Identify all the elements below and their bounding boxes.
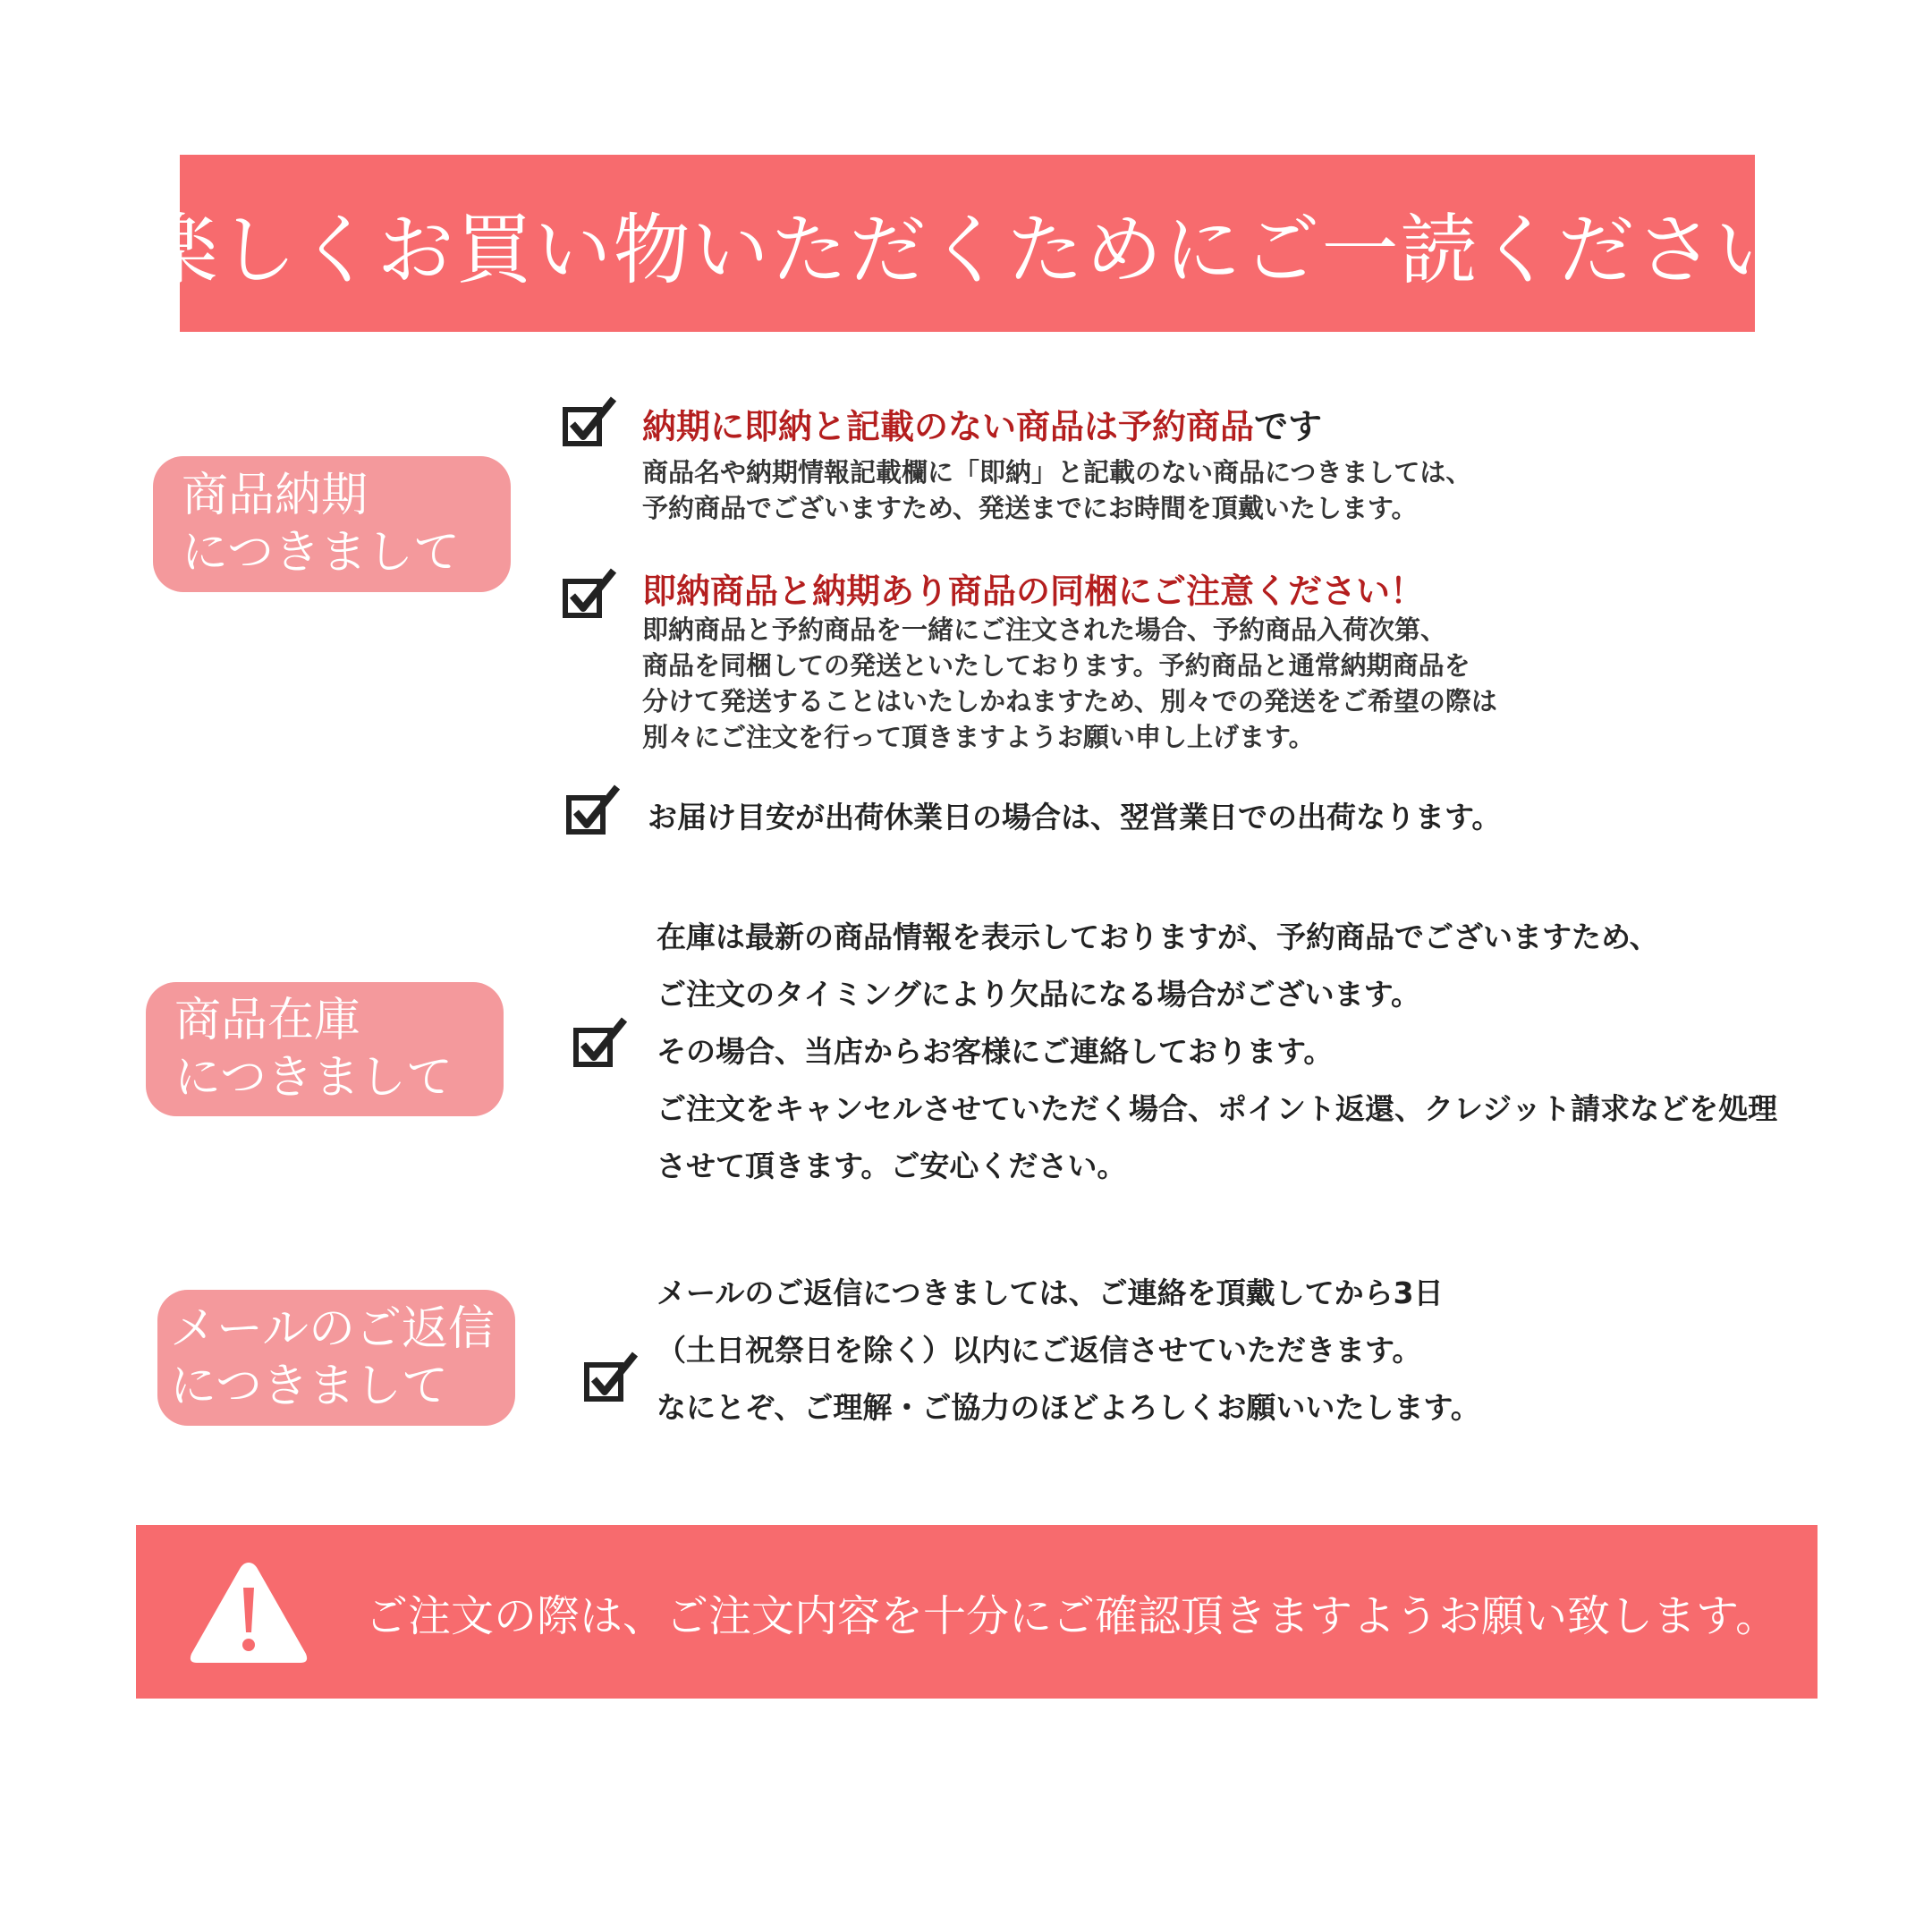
body-line: ご注文をキャンセルさせていただく場合、ポイント返還、クレジット請求などを処理 [657, 1091, 1778, 1126]
header-banner [140, 155, 1794, 332]
warning-icon [186, 1557, 311, 1668]
badge-line: につきまして [170, 1360, 448, 1413]
body-line: その場合、当店からお客様にご連絡しております。 [657, 1034, 1334, 1069]
notice-heading-accent: 即納商品と納期あり商品の同梱にご注意ください！ [642, 572, 1425, 611]
badge-line: につきまして [182, 526, 460, 580]
check-icon [562, 394, 619, 451]
notice-text: お届け目安が出荷休業日の場合は、翌営業日での出荷なります。 [648, 800, 1502, 835]
body-line: （土日祝祭日を除く）以内にご返信させていただきます。 [657, 1333, 1422, 1368]
body-line: 予約商品でございますため、発送までにお時間を頂戴いたします。 [642, 493, 1418, 523]
check-icon [562, 565, 619, 623]
body-line: なにとぞ、ご理解・ご協力のほどよろしくお願いいたします。 [657, 1390, 1480, 1425]
body-line: させて頂きます。ご安心ください。 [657, 1148, 1127, 1183]
notice-heading [642, 564, 1424, 613]
body-line: 分けて発送することはいたしかねますため、別々での発送をご希望の際は [642, 686, 1497, 716]
body-line: 商品を同梱しての発送といたしております。予約商品と通常納期商品を [642, 650, 1470, 681]
footer-banner [136, 1525, 1818, 1699]
check-icon [565, 782, 623, 839]
badge-stock [146, 982, 504, 1116]
body-line: 在庫は最新の商品情報を表示しておりますが、予約商品でございますため、 [657, 919, 1659, 954]
check-icon [583, 1349, 640, 1406]
badge-line: メールのご返信 [170, 1302, 495, 1356]
body-line: 即納商品と予約商品を一緒にご注文された場合、予約商品入荷次第、 [642, 614, 1447, 645]
body-line: 商品名や納期情報記載欄に「即納」と記載のない商品につきましては、 [642, 457, 1472, 487]
notice-body [642, 612, 1497, 755]
notice-body [642, 454, 1471, 526]
notice-heading [642, 399, 1322, 448]
mail-reply-text [657, 1265, 1480, 1436]
notice-heading-tail: です [1254, 407, 1323, 446]
badge-mail-reply [157, 1290, 515, 1426]
badge-line: 商品在庫 [174, 994, 361, 1047]
badge-line: 商品納期 [182, 469, 369, 522]
body-line: ご注文のタイミングにより欠品になる場合がございます。 [657, 977, 1421, 1012]
stock-text [657, 909, 1777, 1195]
page-title: 楽しくお買い物いただくためにご一読ください [140, 206, 1794, 295]
body-line: 別々にご注文を行って頂きますようお願い申し上げます。 [642, 722, 1315, 752]
notice-heading-accent: 納期に即納と記載のない商品は予約商品 [642, 407, 1255, 446]
badge-line: につきまして [174, 1051, 453, 1105]
footer-message: ご注文の際は、ご注文内容を十分にご確認頂きますようお願い致します。 [365, 1590, 1779, 1641]
badge-delivery [153, 456, 511, 592]
body-line: メールのご返信につきましては、ご連絡を頂戴してから3日 [657, 1275, 1444, 1310]
check-icon [572, 1014, 630, 1072]
